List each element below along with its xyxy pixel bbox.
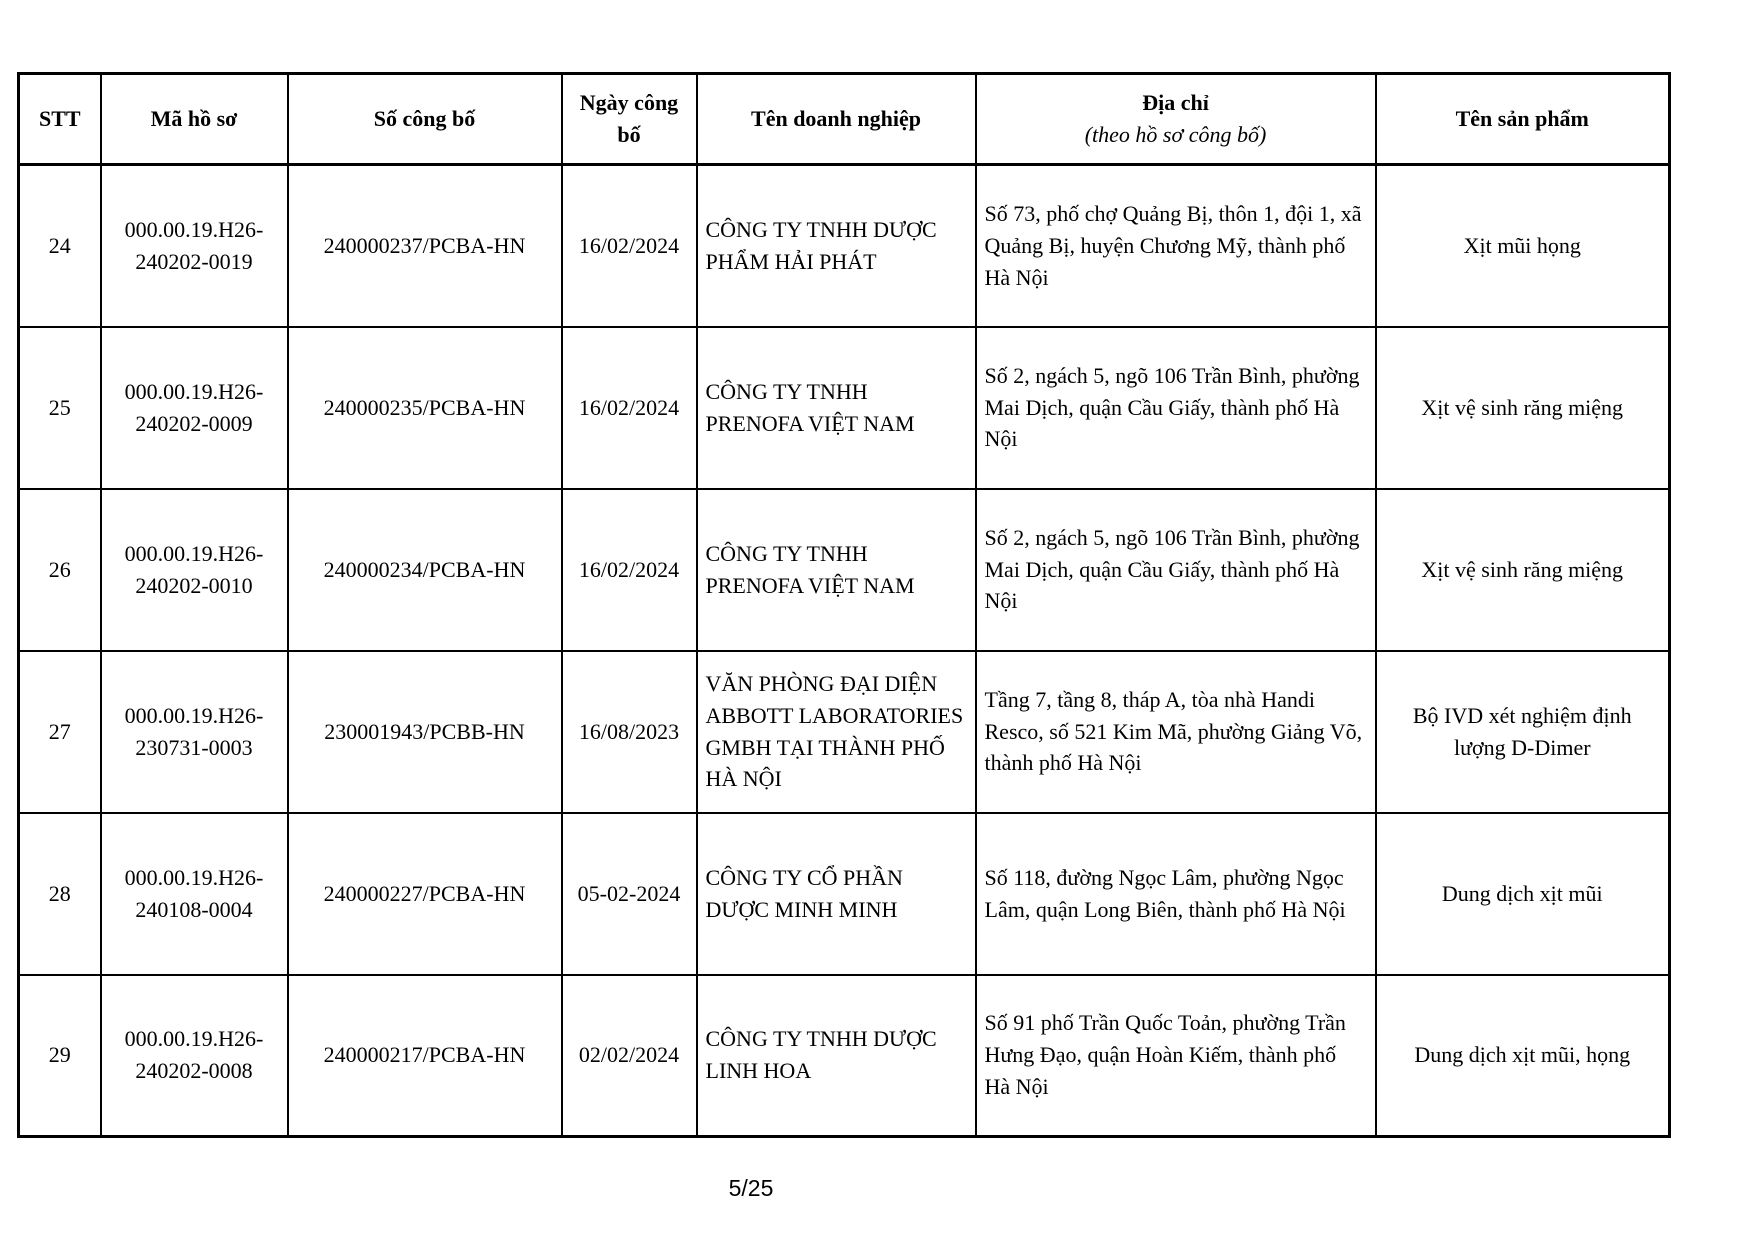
header-dia-chi-subtitle: (theo hồ sơ công bố)	[1084, 122, 1267, 147]
cell-ten-doanh-nghiep: CÔNG TY TNHH PRENOFA VIỆT NAM	[697, 489, 976, 651]
table-row	[19, 165, 1670, 327]
cell-stt: 28	[19, 813, 101, 975]
cell-dia-chi: Số 118, đường Ngọc Lâm, phường Ngọc Lâm, quận Long Biên, thành phố Hà Nội	[976, 813, 1376, 975]
table-body	[19, 165, 1670, 1137]
cell-so-cong-bo: 240000237/PCBA-HN	[288, 165, 562, 327]
cell-ngay-cong-bo: 16/08/2023	[562, 651, 697, 813]
cell-so-cong-bo: 240000234/PCBA-HN	[288, 489, 562, 651]
table-row	[19, 975, 1670, 1137]
cell-ma-ho-so: 000.00.19.H26-240202-0010	[101, 489, 288, 651]
cell-dia-chi: Số 2, ngách 5, ngõ 106 Trần Bình, phường Mai Dịch, quận Cầu Giấy, thành phố Hà Nội	[976, 327, 1376, 489]
cell-ngay-cong-bo: 16/02/2024	[562, 165, 697, 327]
cell-ngay-cong-bo: 16/02/2024	[562, 489, 697, 651]
cell-ngay-cong-bo: 02/02/2024	[562, 975, 697, 1137]
header-cell-ten-doanh-nghiep: Tên doanh nghiệp	[697, 74, 976, 165]
table-row	[19, 489, 1670, 651]
cell-ten-san-pham: Bộ IVD xét nghiệm định lượng D-Dimer	[1376, 651, 1670, 813]
cell-so-cong-bo: 230001943/PCBB-HN	[288, 651, 562, 813]
cell-ten-san-pham: Xịt mũi họng	[1376, 165, 1670, 327]
header-row	[19, 74, 1670, 165]
cell-ma-ho-so: 000.00.19.H26-240108-0004	[101, 813, 288, 975]
cell-ten-doanh-nghiep: CÔNG TY TNHH DƯỢC LINH HOA	[697, 975, 976, 1137]
cell-stt: 25	[19, 327, 101, 489]
cell-so-cong-bo: 240000227/PCBA-HN	[288, 813, 562, 975]
cell-stt: 27	[19, 651, 101, 813]
cell-ten-doanh-nghiep: CÔNG TY TNHH PRENOFA VIỆT NAM	[697, 327, 976, 489]
cell-dia-chi: Số 73, phố chợ Quảng Bị, thôn 1, đội 1, xã Quảng Bị, huyện Chương Mỹ, thành phố Hà Nội	[976, 165, 1376, 327]
header-cell-stt: STT	[19, 74, 101, 165]
cell-ten-san-pham: Dung dịch xịt mũi	[1376, 813, 1670, 975]
announcement-table	[17, 72, 1671, 1138]
cell-ma-ho-so: 000.00.19.H26-240202-0008	[101, 975, 288, 1137]
cell-dia-chi: Tầng 7, tầng 8, tháp A, tòa nhà Handi Resco, số 521 Kim Mã, phường Giảng Võ, thành phố Hà Nội	[976, 651, 1376, 813]
cell-ma-ho-so: 000.00.19.H26-240202-0009	[101, 327, 288, 489]
cell-ten-san-pham: Xịt vệ sinh răng miệng	[1376, 327, 1670, 489]
cell-so-cong-bo: 240000217/PCBA-HN	[288, 975, 562, 1137]
cell-ten-doanh-nghiep: CÔNG TY TNHH DƯỢC PHẨM HẢI PHÁT	[697, 165, 976, 327]
header-cell-ngay-cong-bo: Ngày công bố	[562, 74, 697, 165]
table-row	[19, 651, 1670, 813]
cell-ma-ho-so: 000.00.19.H26-240202-0019	[101, 165, 288, 327]
header-cell-so-cong-bo: Số công bố	[288, 74, 562, 165]
cell-stt: 24	[19, 165, 101, 327]
table-row	[19, 327, 1670, 489]
header-cell-dia-chi	[976, 74, 1376, 165]
cell-ten-san-pham: Xịt vệ sinh răng miệng	[1376, 489, 1670, 651]
cell-dia-chi: Số 91 phố Trần Quốc Toản, phường Trần Hưng Đạo, quận Hoàn Kiếm, thành phố Hà Nội	[976, 975, 1376, 1137]
cell-ngay-cong-bo: 05-02-2024	[562, 813, 697, 975]
cell-ten-doanh-nghiep: CÔNG TY CỔ PHẦN DƯỢC MINH MINH	[697, 813, 976, 975]
cell-so-cong-bo: 240000235/PCBA-HN	[288, 327, 562, 489]
header-cell-ten-san-pham: Tên sản phẩm	[1376, 74, 1670, 165]
page-number: 5/25	[728, 1175, 774, 1201]
table-header	[19, 74, 1670, 165]
cell-ngay-cong-bo: 16/02/2024	[562, 327, 697, 489]
cell-ten-san-pham: Dung dịch xịt mũi, họng	[1376, 975, 1670, 1137]
header-cell-ma-ho-so: Mã hồ sơ	[101, 74, 288, 165]
cell-stt: 26	[19, 489, 101, 651]
cell-stt: 29	[19, 975, 101, 1137]
cell-ten-doanh-nghiep: VĂN PHÒNG ĐẠI DIỆN ABBOTT LABORATORIES GMBH TẠI THÀNH PHỐ HÀ NỘI	[697, 651, 976, 813]
header-dia-chi-title: Địa chỉ	[1142, 90, 1209, 116]
table-row	[19, 813, 1670, 975]
cell-dia-chi: Số 2, ngách 5, ngõ 106 Trần Bình, phường Mai Dịch, quận Cầu Giấy, thành phố Hà Nội	[976, 489, 1376, 651]
cell-ma-ho-so: 000.00.19.H26-230731-0003	[101, 651, 288, 813]
